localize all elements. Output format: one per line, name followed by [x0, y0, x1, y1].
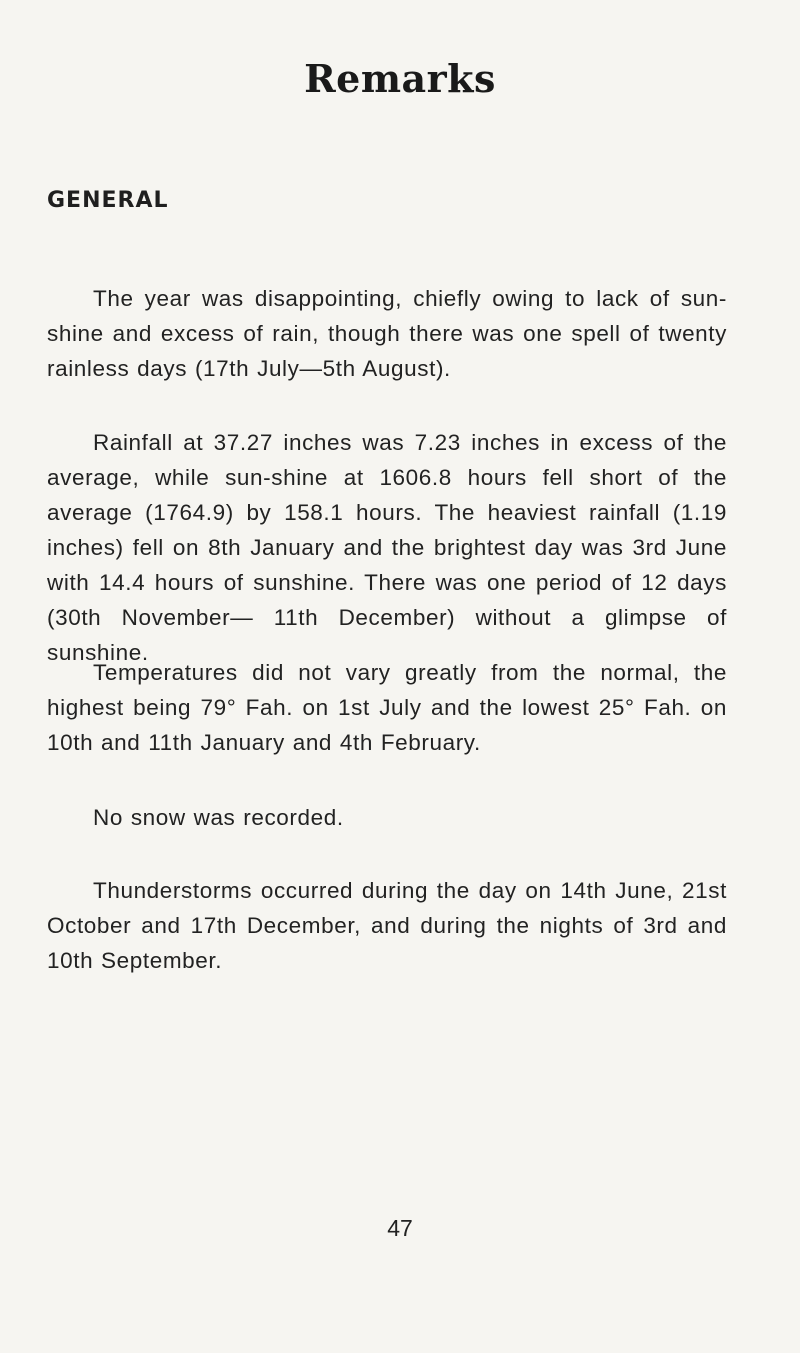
- section-heading: GENERAL: [47, 188, 169, 213]
- paragraph-general-summary: The year was disappointing, chiefly owing to lack of sun-shine and excess of rain, though there was one spell of twenty rainless days (17th July—5th August).: [47, 286, 727, 381]
- paragraph-rainfall-sunshine: Rainfall at 37.27 inches was 7.23 inches in excess of the average, while sun-shine at 1606.8 hours fell short of the average (1764.9) by 158.1 hours. The heaviest rainfall (1.19 inches) fell on 8th January and the brightest day was 3rd June with 14.4 hours of sunshine. There was one period of 12 days (30th November— 11th December) without a glimpse of sunshine.: [47, 430, 727, 665]
- paragraph-temperatures: Temperatures did not vary greatly from the normal, the highest being 79° Fah. on 1st July and the lowest 25° Fah. on 10th and 11th January and 4th February.: [47, 660, 727, 755]
- page-number: 47: [387, 1215, 413, 1241]
- paragraph-snow: No snow was recorded.: [93, 805, 344, 830]
- paragraph-thunderstorms: Thunderstorms occurred during the day on 14th June, 21st October and 17th December, and during the nights of 3rd and 10th September.: [47, 878, 727, 973]
- page-title: Remarks: [304, 56, 496, 101]
